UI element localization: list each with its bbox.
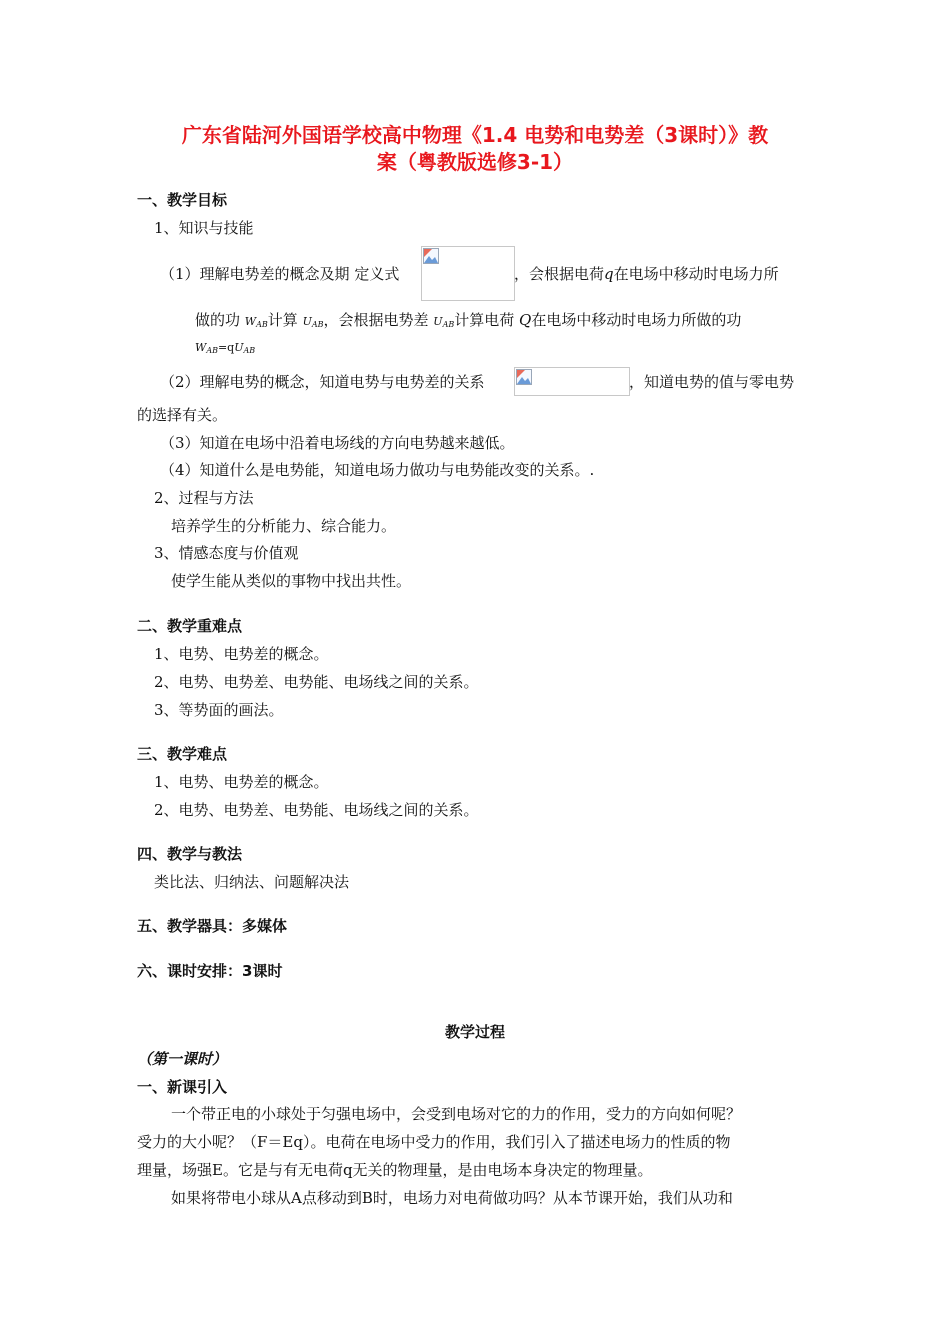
objective-2-line1: （2）理解电势的概念，知道电势与电势差的关系 <box>160 373 485 391</box>
section-difficulties-heading: 三、教学难点 <box>137 745 228 763</box>
section-key-points-heading: 二、教学重难点 <box>137 617 243 635</box>
intro-heading: 一、新课引入 <box>137 1078 228 1096</box>
subsection-attitude: 3、情感态度与价值观 <box>154 544 299 562</box>
intro-paragraph-line: 理量，场强E。它是与有无电荷q无关的物理量，是由电场本身决定的物理量。 <box>137 1161 653 1179</box>
objective-1-line1: （1）理解电势差的概念及期 定义式 <box>160 265 400 283</box>
objective-1-line2: 做的功 $W_{AB}$计算 $U_{AB}$，会根据电势差 $U_{AB}$计算电荷 Q在电场中移动时电场力所做的功 <box>195 311 742 329</box>
broken-image-icon <box>516 369 532 385</box>
key-point-item: 1、电势、电势差的概念。 <box>154 645 329 663</box>
key-point-item: 2、电势、电势差、电势能、电场线之间的关系。 <box>154 673 479 691</box>
formula-image-placeholder <box>421 246 515 301</box>
objective-1-line1-end: ，会根据电荷q在电场中移动时电场力所 <box>514 265 779 283</box>
objective-3: （3）知道在电场中沿着电场线的方向电势越来越低。 <box>160 434 515 452</box>
section-objectives-heading: 一、教学目标 <box>137 191 228 209</box>
section-schedule: 六、课时安排：3课时 <box>137 962 283 980</box>
objective-4: （4）知道什么是电势能，知道电场力做功与电势能改变的关系。. <box>160 461 595 479</box>
intro-paragraph-line: 一个带正电的小球处于匀强电场中，会受到电场对它的力的作用，受力的方向如何呢？ <box>171 1105 742 1123</box>
section-equipment: 五、教学器具：多媒体 <box>137 917 288 935</box>
subsection-knowledge: 1、知识与技能 <box>154 219 254 237</box>
difficulty-item: 1、电势、电势差的概念。 <box>154 773 329 791</box>
broken-image-icon <box>423 248 439 264</box>
subsection-process-text: 培养学生的分析能力、综合能力。 <box>171 517 397 535</box>
difficulty-item: 2、电势、电势差、电势能、电场线之间的关系。 <box>154 801 479 819</box>
subsection-process: 2、过程与方法 <box>154 489 254 507</box>
section-methods-heading: 四、教学与教法 <box>137 845 243 863</box>
document-title-line2: 案（粤教版选修3-1） <box>376 150 574 174</box>
formula-image-placeholder-2 <box>514 367 630 396</box>
methods-text: 类比法、归纳法、问题解决法 <box>154 873 350 891</box>
lesson-label: （第一课时） <box>137 1050 228 1068</box>
subsection-attitude-text: 使学生能从类似的事物中找出共性。 <box>171 572 412 590</box>
process-heading: 教学过程 <box>444 1023 505 1041</box>
objective-2-line2: 的选择有关。 <box>137 406 228 424</box>
key-point-item: 3、等势面的画法。 <box>154 701 284 719</box>
objective-2-line1-end: ，知道电势的值与零电势 <box>629 373 795 391</box>
document-title-line1: 广东省陆河外国语学校高中物理《1.4 电势和电势差（3课时）》教 <box>181 123 769 147</box>
intro-paragraph-line: 受力的大小呢？（F＝Eq）。电荷在电场中受力的作用，我们引入了描述电场力的性质的物 <box>137 1133 731 1151</box>
intro-paragraph-line: 如果将带电小球从A点移动到B时，电场力对电荷做功吗？从本节课开始，我们从功和 <box>171 1189 733 1207</box>
objective-1-line3-formula: $W_{AB}=qU_{AB}$ <box>195 341 256 355</box>
